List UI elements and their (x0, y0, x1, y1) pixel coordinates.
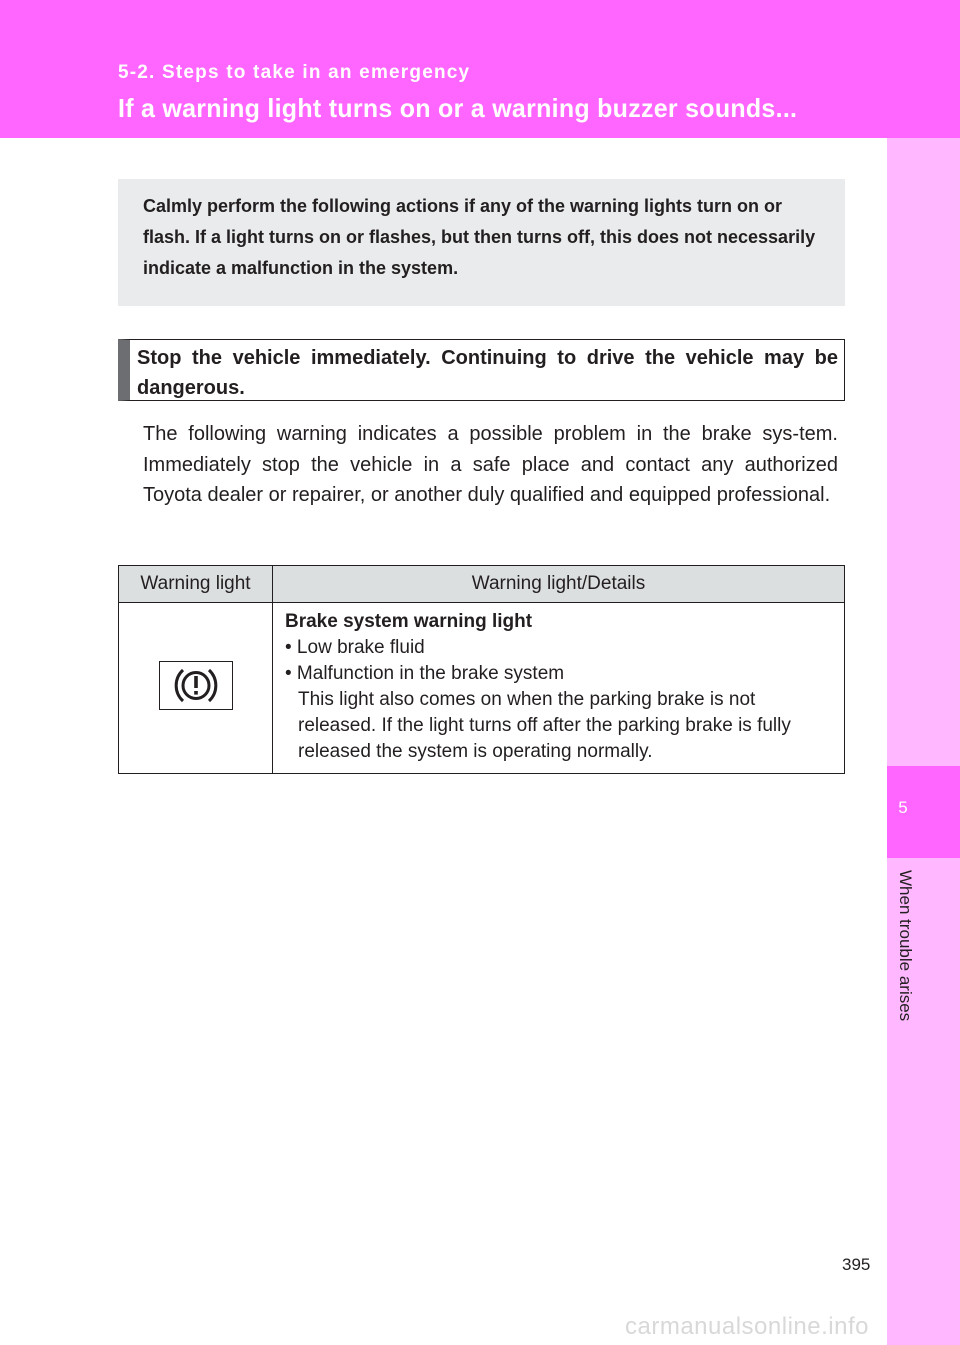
callout-text: Stop the vehicle immediately. Continuing to drive the vehicle may be dangerous. (137, 347, 838, 399)
warning-light-table (118, 565, 845, 774)
watermark: carmanualsonline.info (625, 1313, 869, 1340)
page-title: If a warning light turns on or a warning buzzer sounds... (118, 93, 798, 123)
body-paragraph: The following warning indicates a possible problem in the brake sys-tem. Immediately stop the vehicle in a safe place and contact any authorized Toyota dealer or repairer, or another duly qualified and equipped professional. (143, 423, 838, 506)
side-tab (887, 138, 960, 1345)
warning-light-name: Brake system warning light (285, 611, 533, 632)
table-row (119, 603, 845, 774)
warning-details-cell (273, 603, 845, 774)
page-number: 395 (842, 1255, 871, 1274)
detail-bullet: • Malfunction in the brake system (285, 663, 565, 684)
page-header (0, 0, 960, 138)
intro-box (118, 179, 845, 306)
column-header-warning-light: Warning light (119, 566, 273, 603)
callout-box (118, 339, 845, 401)
brake-warning-icon-graphic (171, 664, 221, 707)
brake-warning-icon (159, 661, 233, 710)
chapter-title: When trouble arises (896, 870, 915, 1022)
table-header-row (119, 566, 845, 603)
chapter-number: 5 (898, 798, 908, 817)
section-label: 5-2. Steps to take in an emergency (118, 62, 471, 83)
detail-bullet: • Low brake fluid (285, 637, 425, 658)
warning-light-cell (119, 603, 273, 774)
column-header-details: Warning light/Details (273, 566, 845, 603)
intro-text: Calmly perform the following actions if any of the warning lights turn on or flash. If a light turns on or flashes, but then turns off, this does not necessarily indicate a malfunction in the system. (143, 196, 816, 278)
detail-note: This light also comes on when the parking brake is not released. If the light turns off after the parking brake is fully released the system is operating normally. (298, 689, 791, 762)
